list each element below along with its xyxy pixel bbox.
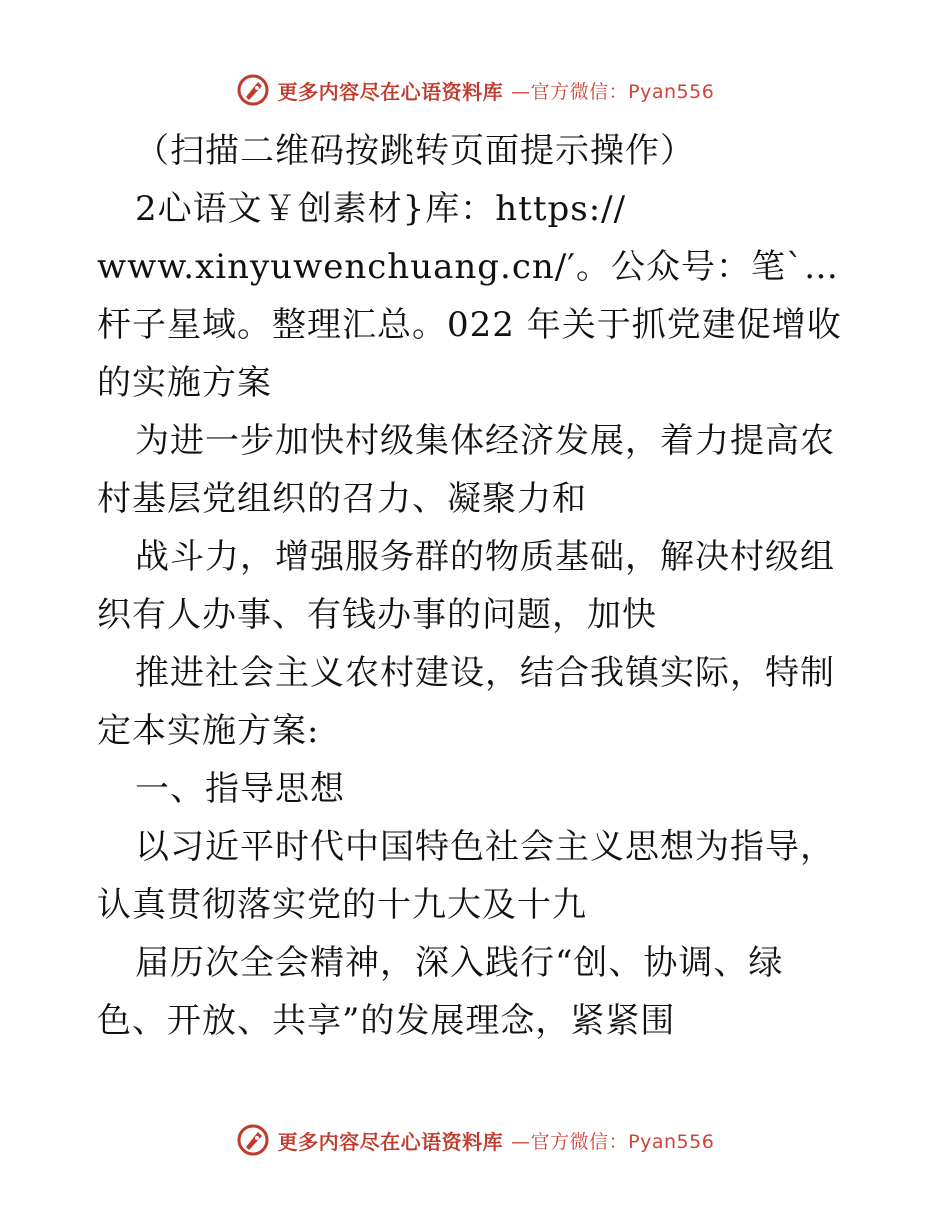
paragraph-scan-hint: （扫描二维码按跳转页面提示操作）	[135, 131, 695, 171]
header-site-text: 更多内容尽在心语资料库	[277, 79, 504, 104]
paragraph-intro-1: 为进一步加快村级集体经济发展，着力提高农村基层党组织的召力、凝聚力和	[97, 421, 835, 519]
paragraph-guiding-1: 以习近平时代中国特色社会主义思想为指导，认真贯彻落实党的十九大及十九	[97, 827, 835, 925]
pen-nib-circle-icon	[236, 73, 270, 107]
pen-nib-circle-icon	[236, 1123, 270, 1157]
paragraph-intro-3: 推进社会主义农村建设，结合我镇实际，特制定本实施方案:	[97, 653, 835, 751]
paragraph-guiding-2: 届历次全会精神，深入践行“创、协调、绿色、开放、共享”的发展理念，紧紧围	[97, 943, 784, 1041]
paragraph-url-and-title: www.xinyuwenchuang.cn/′。公众号：笔`…杆子星域。整理汇总。022 年关于抓党建促增收的实施方案	[97, 247, 842, 403]
footer-banner	[0, 1122, 950, 1158]
header-wechat-text: —官方微信：Pyan556	[511, 80, 715, 103]
paragraph-intro-2: 战斗力，增强服务群的物质基础，解决村级组织有人办事、有钱办事的问题，加快	[97, 537, 835, 635]
footer-wechat-text: —官方微信：Pyan556	[511, 1130, 715, 1153]
document-body	[97, 122, 853, 1050]
footer-site-text: 更多内容尽在心语资料库	[277, 1129, 504, 1154]
header-banner	[0, 72, 950, 108]
paragraph-source-line: 2心语文￥创素材}库：https://	[135, 189, 627, 229]
section-heading-guiding-thought: 一、指导思想	[135, 769, 345, 809]
